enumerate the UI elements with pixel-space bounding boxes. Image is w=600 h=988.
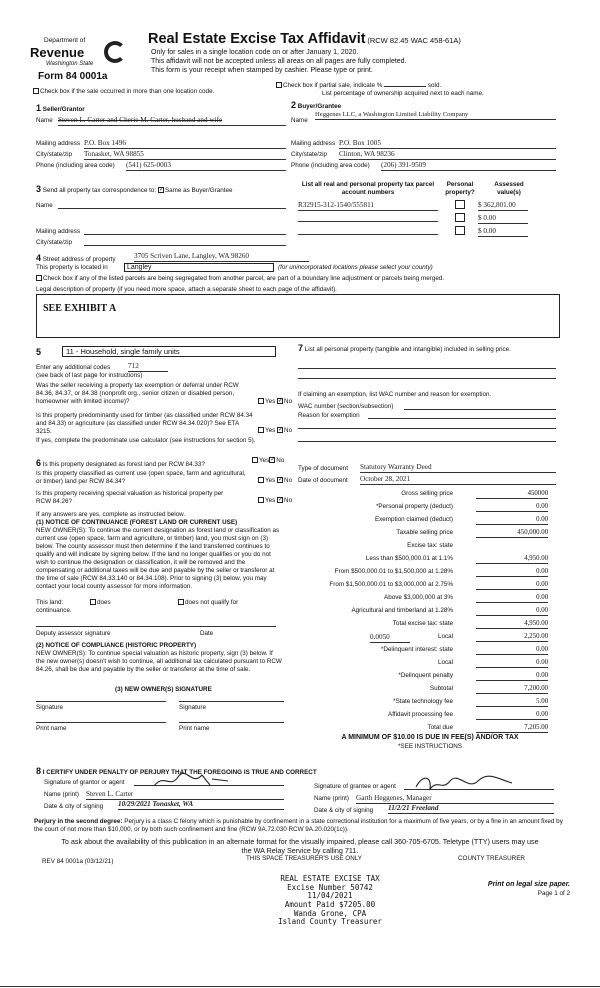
calc-tier3: From $1,500,000.01 to $3,000,000 at 2.75% 0.00 bbox=[300, 581, 553, 591]
segregated-row: Check box if any of the listed parcels are being segregated from another parcel, are part of a boundary line adjustment or parcels being merged. bbox=[36, 275, 561, 283]
this-land-row: This land: does does not qualify for bbox=[36, 599, 239, 606]
grantee-date-city[interactable]: 11/2/21 Freeland bbox=[388, 804, 554, 814]
partial-sale-checkbox[interactable] bbox=[276, 82, 282, 88]
personal-property-deduct[interactable]: 0.00 bbox=[476, 503, 548, 512]
stamp-line-1: REAL ESTATE EXCISE TAX bbox=[280, 874, 380, 883]
located-note: (for unincorporated locations please select your county) bbox=[278, 264, 433, 271]
seller-heading: 1 Seller/Grantor bbox=[36, 103, 85, 113]
gross-selling-price[interactable]: 450000 bbox=[476, 490, 548, 499]
calc-total-due: Total due 7,205.00 bbox=[300, 724, 553, 734]
timber-note: If yes, complete the predominate use calculator (see instructions for section 5). bbox=[36, 437, 256, 444]
reason-row: Reason for exemption bbox=[298, 412, 556, 420]
assessed-value-3[interactable]: $ 0.00 bbox=[478, 227, 528, 237]
calc-tier4: Above $3,000,000 at 3% 0.00 bbox=[300, 594, 553, 604]
buyer-phone-row: Phone (including area code) (206) 391-9509 bbox=[291, 162, 556, 170]
historic-question: Is this property receiving special valuation as historical property per RCW 84.26? bbox=[36, 490, 224, 505]
land-use-code[interactable]: 11 - Household, single family units bbox=[62, 346, 276, 357]
technology-fee[interactable]: 5.00 bbox=[476, 698, 548, 707]
department-label: Department of bbox=[44, 37, 86, 44]
calc-excise-state-label: Excise tax: state bbox=[407, 542, 453, 549]
buyer-city-row: City/state/zip Clinton, WA 98236 bbox=[291, 151, 556, 159]
buyer-mailing[interactable]: P.O. Box 1005 bbox=[339, 139, 556, 149]
s6q1-yes-checkbox[interactable] bbox=[252, 457, 258, 463]
parcel-number-1[interactable]: R32915-312-1540/555811 bbox=[298, 201, 438, 211]
minimum-due-note: A MINIMUM OF $10.00 IS DUE IN FEE(S) AND/OR TAX bbox=[341, 734, 519, 741]
seller-name[interactable]: Steven L. Carter and Cherie M. Carter, husband and wife bbox=[58, 116, 286, 126]
form-number: Form 84 0001a bbox=[38, 71, 108, 82]
seller-mailing[interactable]: P.O. Box 1496 bbox=[84, 139, 286, 149]
buyer-mailing-row: Mailing address P.O. Box 1005 bbox=[291, 140, 556, 148]
header-notes bbox=[151, 48, 407, 75]
wac-row: WAC number (section/subsection) bbox=[298, 403, 556, 411]
exemption-note: If claiming an exemption, list WAC number and reason for exemption. bbox=[298, 391, 492, 398]
calc-taxable: Taxable selling price 450,000.00 bbox=[300, 529, 553, 539]
grantee-signature-scribble bbox=[412, 775, 522, 795]
addl-codes-row: Enter any additional codes 712 bbox=[36, 364, 286, 372]
addl-codes[interactable]: 712 bbox=[128, 362, 168, 372]
parcel-col-header: List all real and personal property tax parcel account numbers bbox=[301, 181, 435, 196]
form-title: Real Estate Excise Tax Affidavit bbox=[148, 31, 366, 47]
grantee-sig-row: Signature of grantee or agent bbox=[314, 783, 559, 791]
header-note-2: This affidavit will not be accepted unless all areas on all pages are fully completed. bbox=[151, 58, 407, 66]
grantor-date-row: Date & city of signing 10/29/2021 Tonasket, WA bbox=[44, 803, 289, 811]
calc-tech-fee: *State technology fee 5.00 bbox=[300, 698, 553, 708]
parcel-row-3 bbox=[298, 227, 496, 238]
grantee-print-name[interactable]: Garth Heggenes, Manager bbox=[356, 794, 554, 804]
seller-city[interactable]: Tonasket, WA 98855 bbox=[84, 150, 286, 160]
subtotal[interactable]: 7,200.00 bbox=[476, 685, 548, 694]
corr-city-row: City/state/zip bbox=[36, 239, 286, 247]
buyer-name[interactable]: Heggenes LLC, a Washington Limited Liability Company bbox=[315, 111, 556, 120]
s6q3-no-checkbox[interactable] bbox=[277, 497, 283, 503]
legal-description-box[interactable] bbox=[36, 294, 560, 338]
total-due[interactable]: 7,205.00 bbox=[476, 724, 548, 733]
personal-property-checkbox-2[interactable] bbox=[455, 213, 465, 222]
stamp-line-3: 11/04/2021 bbox=[307, 891, 353, 901]
doc-type[interactable]: Statutory Warranty Deed bbox=[360, 463, 556, 473]
street-row: 4 Street address of property 3705 Scriven Lane, Langley, WA 98260 bbox=[36, 253, 556, 264]
q1-yes-no: Yes ✓ No bbox=[258, 398, 292, 406]
grantee-date-row: Date & city of signing 11/2/21 Freeland bbox=[314, 807, 559, 815]
agri-tax[interactable]: 0.00 bbox=[476, 607, 548, 616]
q1-no-checkbox[interactable] bbox=[277, 398, 283, 404]
buyer-name-row: Name Heggenes LLC, a Washington Limited Liability Company bbox=[291, 117, 556, 125]
calc-local: 0.0050 Local 2,250.00 bbox=[370, 633, 548, 641]
section6-note: If any answers are yes, complete as instructed below. bbox=[36, 511, 186, 518]
addl-codes-note: (see back of last page for instructions) bbox=[36, 372, 143, 379]
correspondence-row: 3 Send all property tax correspondence to: ✓ Same as Buyer/Grantee bbox=[36, 184, 233, 195]
parcel-number-3[interactable] bbox=[298, 227, 438, 235]
seller-mailing-row: Mailing address P.O. Box 1496 bbox=[36, 140, 286, 148]
q1-yes-checkbox[interactable] bbox=[258, 398, 264, 404]
accessibility-note: To ask about the availability of this publication in an alternate format for the visually impaired, please call 360-705-6705. Teletype (TTY) users may use the WA Relay Service by calling 711. bbox=[61, 837, 539, 855]
buyer-heading: 2 Buyer/Grantee bbox=[291, 100, 342, 110]
multi-location-row bbox=[33, 88, 214, 96]
assessed-value-2[interactable]: $ 0.00 bbox=[478, 214, 528, 224]
timber-question: Is this property predominantly used for timber (as classified under RCW 84.34 and 84.33) or agriculture (as classified under RCW 84.34.020)? See ETA 3215. bbox=[36, 412, 253, 435]
seller-phone[interactable]: (541) 625-0003 bbox=[126, 161, 286, 171]
parcel-row-2 bbox=[298, 214, 496, 225]
continuance-label: continuance. bbox=[36, 607, 72, 614]
continuance-heading: (1) NOTICE OF CONTINUANCE (FOREST LAND OR CURRENT USE) bbox=[36, 519, 238, 526]
buyer-phone[interactable]: (206) 391-9509 bbox=[381, 161, 556, 171]
legal-description: SEE EXHIBIT A bbox=[43, 303, 117, 314]
seller-phone-row: Phone (including area code) (541) 625-0003 bbox=[36, 162, 286, 170]
s6q2-no-checkbox[interactable] bbox=[277, 477, 283, 483]
grantor-sig-row: Signature of grantor or agent bbox=[44, 779, 289, 787]
local-rate[interactable]: 0.0050 bbox=[370, 633, 410, 643]
revision-label: REV 84 0001a (03/12/21) bbox=[42, 858, 114, 865]
new-owner-print-row: Print name Print name bbox=[36, 725, 286, 733]
form-title-block bbox=[148, 30, 461, 48]
legal-description-label: Legal description of property (if you need more space, attach a separate sheet to each page of the affidavit). bbox=[36, 286, 337, 293]
s6q2-yes-checkbox[interactable] bbox=[258, 477, 264, 483]
calc-gross: Gross selling price 450000 bbox=[300, 490, 553, 500]
calc-tier2: From $500,000.01 to $1,500,000 at 1.28% 0.00 bbox=[300, 568, 553, 578]
new-owner-sig-row: Signature Signature bbox=[36, 704, 286, 712]
county-treasurer-label: COUNTY TREASURER bbox=[458, 855, 525, 862]
certify-row: 8 I CERTIFY UNDER PENALTY OF PERJURY THAT THE FOREGOING IS TRUE AND CORRECT bbox=[36, 766, 317, 776]
delinquent-interest-local[interactable]: 0.00 bbox=[476, 659, 548, 668]
q2-no-checkbox[interactable] bbox=[277, 427, 283, 433]
stamp-line-6: Island County Treasurer bbox=[278, 917, 382, 927]
doc-date[interactable]: October 28, 2021 bbox=[360, 475, 556, 485]
stamp-line-5: Wanda Grone, CPA bbox=[293, 908, 367, 918]
compliance-text: NEW OWNER(S): To continue special valuation as historic property, sign (3) below. If the new owner(s) doesn't wish to continue, all additional tax calculated pursuant to RCW 84.26, shall be due and payable by the seller or transferor at the time of sale. bbox=[36, 650, 282, 674]
s6q2-yes-no: Yes ✓ No bbox=[258, 477, 292, 485]
does-not-checkbox[interactable] bbox=[178, 599, 184, 605]
multi-location-label: Check box if the sale occurred in more than one location code. bbox=[40, 88, 215, 95]
tier4-tax[interactable]: 0.00 bbox=[476, 594, 548, 603]
doc-date-row: Date of document October 28, 2021 bbox=[298, 477, 556, 485]
q2-yes-no: Yes ✓ No bbox=[258, 427, 292, 435]
processing-fee[interactable]: 0.00 bbox=[476, 711, 548, 720]
same-as-buyer-checkbox[interactable] bbox=[158, 187, 164, 193]
continuance-text: NEW OWNER(S): To continue the current designation as forest land or classification as current use (open space, farm and agriculture, or timber) land, you must sign on (3) below. The county assessor must then determine if the land transferred continues to qualify and will indicate by signing below. If the land no longer qualifies or you do not wish to continue the designation or classification, it will be removed and the compensating or additional taxes will be due and payable by the seller or transferor at the time of sale (RCW 84.33.140 or 84.34.108). Prior to signing (3) below, you may contact your local county assessor for more information. bbox=[36, 527, 280, 591]
seller-city-row: City/state/zip Tonasket, WA 98855 bbox=[36, 151, 286, 159]
calc-penalty: *Delinquent penalty 0.00 bbox=[300, 672, 553, 682]
reason-line-2[interactable] bbox=[298, 428, 556, 429]
calc-agri: Agricultural and timberland at 1.28% 0.00 bbox=[300, 607, 553, 617]
street-address[interactable]: 3705 Scriven Lane, Langley, WA 98260 bbox=[134, 252, 309, 262]
deputy-sig-line[interactable] bbox=[36, 626, 276, 627]
does-checkbox[interactable] bbox=[90, 599, 96, 605]
personal-property-heading: 7 List all personal property (tangible and intangible) included in selling price. bbox=[298, 343, 511, 353]
calc-interest-local: Local 0.00 bbox=[300, 659, 553, 669]
seller-name-row: Name Steven L. Carter and Cherie M. Carter, husband and wife bbox=[36, 117, 286, 125]
doc-type-row: Type of document Statutory Warranty Deed bbox=[298, 465, 556, 473]
located-row: This property is located in Langley (for unincorporated locations please select your county) bbox=[36, 264, 433, 271]
grantor-signature-scribble bbox=[152, 771, 232, 791]
treasurer-stamp bbox=[250, 875, 410, 927]
calc-interest-state: *Delinquent interest: state 0.00 bbox=[300, 646, 553, 656]
see-instructions-note: *SEE INSTRUCTIONS bbox=[397, 743, 463, 750]
taxable-selling-price[interactable]: 450,000.00 bbox=[476, 529, 548, 538]
treasurer-use-label: THIS SPACE TREASURER'S USE ONLY bbox=[246, 855, 362, 862]
sold-label: sold. bbox=[427, 82, 442, 89]
grantor-name-row: Name (print) Steven L. Carter bbox=[44, 791, 289, 799]
calc-exemption: Exemption claimed (deduct) 0.00 bbox=[300, 516, 553, 526]
tier1-tax[interactable]: 4,950.00 bbox=[476, 555, 548, 564]
s6q3-yes-checkbox[interactable] bbox=[258, 497, 264, 503]
grantee-name-row: Name (print) Garth Heggenes, Manager bbox=[314, 795, 559, 803]
personal-property-line-2[interactable] bbox=[298, 378, 556, 379]
partial-sale-label: Check box if partial sale, indicate % bbox=[283, 82, 383, 89]
partial-sale-row bbox=[276, 82, 441, 90]
perjury-notice: Perjury in the second degree: Perjury is a class C felony which is punishable by confinement in a state correctional institution for a maximum of five years, or by a fine in an amount fixed by the court of not more than $10,000, or by both such confinement and fine (RCW 9A.72.030 RCW 9A.20.020(1c)). bbox=[34, 818, 563, 833]
page-number: Page 1 of 2 bbox=[537, 889, 570, 897]
total-state-tax[interactable]: 4,950.00 bbox=[476, 620, 548, 629]
delinquent-penalty[interactable]: 0.00 bbox=[476, 672, 548, 681]
location-select[interactable]: Langley bbox=[124, 263, 274, 272]
tier3-tax[interactable]: 0.00 bbox=[476, 581, 548, 590]
deputy-sig-label: Deputy assessor signature bbox=[36, 630, 111, 637]
calc-subtotal: Subtotal 7,200.00 bbox=[300, 685, 553, 695]
header-note-3: This form is your receipt when stamped by cashier. Please type or print. bbox=[151, 67, 373, 75]
personal-col-header: Personal property? bbox=[445, 181, 475, 196]
stamp-line-4: Amount Paid $7205.00 bbox=[284, 899, 376, 909]
reason-line-3[interactable] bbox=[298, 441, 556, 442]
buyer-city[interactable]: Clinton, WA 98236 bbox=[339, 150, 556, 160]
compliance-heading: (2) NOTICE OF COMPLIANCE (HISTORIC PROPERTY) bbox=[36, 642, 197, 649]
dor-logo bbox=[30, 37, 130, 69]
parcel-row-1 bbox=[298, 201, 516, 211]
new-owner-sig-heading: (3) NEW OWNER(S) SIGNATURE bbox=[115, 686, 212, 693]
section5-number: 5 bbox=[36, 347, 42, 357]
revenue-label: Revenue bbox=[30, 45, 85, 61]
current-use-question: Is this property classified as current use (open space, farm and agricultural, or timber) land per RCW 84.34? bbox=[36, 470, 246, 485]
calc-total-state: Total excise tax: state 4,950.00 bbox=[300, 620, 553, 630]
deputy-date-label: Date bbox=[200, 630, 214, 637]
parcel-number-2[interactable] bbox=[298, 214, 438, 222]
header-note-1: Only for sales in a single location code on or after January 1, 2020. bbox=[151, 49, 359, 56]
dor-swirl-icon bbox=[104, 41, 126, 63]
calc-personal: *Personal property (deduct) 0.00 bbox=[300, 503, 553, 513]
exemption-question: Was the seller receiving a property tax exemption or deferral under RCW 84.36, 84.37, or 84.38 (nonprofit org., senior citizen or disabled person, homeowner with limited income)? bbox=[36, 382, 239, 405]
exemption-claimed[interactable]: 0.00 bbox=[476, 516, 548, 525]
local-tax[interactable]: 2,250.00 bbox=[476, 633, 548, 642]
corr-mailing-row: Mailing address bbox=[36, 228, 286, 236]
corr-name-row: Name bbox=[36, 202, 286, 210]
assessed-col-header: Assessed value(s) bbox=[494, 181, 524, 196]
page-bottom-rule bbox=[0, 986, 600, 987]
segregated-checkbox[interactable] bbox=[36, 275, 42, 281]
delinquent-interest-state[interactable]: 0.00 bbox=[476, 646, 548, 655]
assessed-value-1[interactable]: $ 362,801.00 bbox=[478, 201, 528, 211]
s6q1-no-checkbox[interactable] bbox=[269, 457, 275, 463]
calc-tier1: Less than $500,000.01 at 1.1% 4,950.00 bbox=[300, 555, 553, 565]
grantor-date-city[interactable]: 10/29/2021 Tonasket, WA bbox=[118, 800, 284, 810]
grantor-print-name[interactable]: Steven L. Carter bbox=[86, 790, 284, 800]
calc-processing-fee: Affidavit processing fee 0.00 bbox=[300, 711, 553, 721]
q2-yes-checkbox[interactable] bbox=[258, 427, 264, 433]
pct-ownership-note: List percentage of ownership acquired next to each name. bbox=[322, 90, 484, 97]
legal-size-note: Print on legal size paper. Page 1 of 2 bbox=[460, 881, 570, 898]
personal-property-line-1[interactable] bbox=[298, 368, 556, 369]
s6q1-yes-no: Yes✓ No bbox=[252, 457, 284, 465]
form-rcw: (RCW 82.45 WAC 458-61A) bbox=[367, 36, 461, 45]
tier2-tax[interactable]: 0.00 bbox=[476, 568, 548, 577]
personal-property-checkbox-3[interactable] bbox=[455, 226, 465, 235]
stamp-line-2: Excise Number 50742 bbox=[287, 882, 373, 892]
state-label: Washington State bbox=[46, 61, 94, 68]
personal-property-checkbox-1[interactable] bbox=[455, 200, 465, 209]
multi-location-checkbox[interactable] bbox=[33, 88, 39, 94]
s6q3-yes-no: Yes ✓ No bbox=[258, 497, 292, 505]
forest-question: 6 Is this property designated as forest land per RCW 84.33? bbox=[36, 458, 205, 468]
